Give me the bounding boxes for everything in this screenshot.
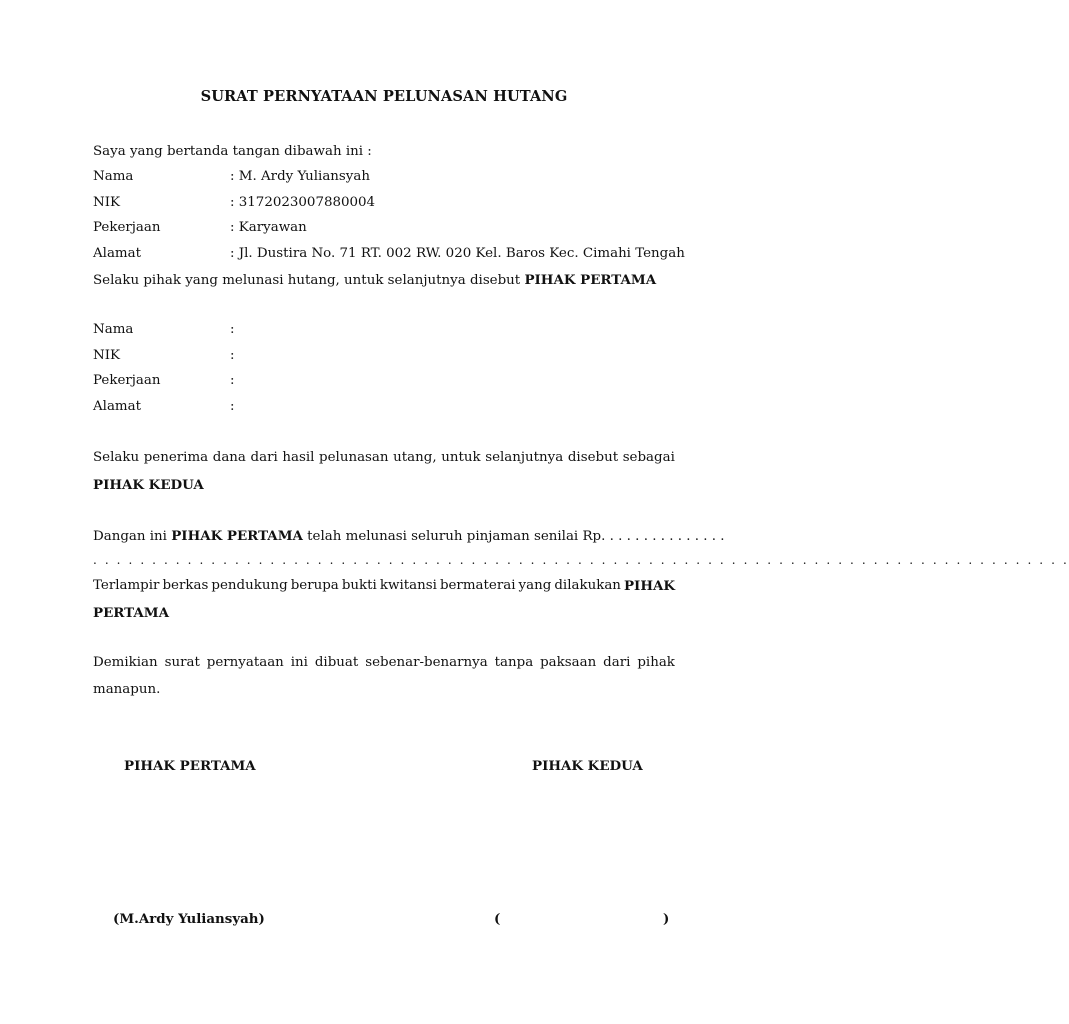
party1-nik-value: : 3172023007880004	[230, 195, 376, 210]
party2-role-word: selanjutnya	[485, 450, 564, 465]
party1-nik-label: NIK	[93, 195, 121, 210]
party2-role-word: Selaku	[93, 450, 140, 465]
party1-address-label: Alamat	[93, 246, 141, 261]
attachment-word: bermaterai	[439, 578, 516, 593]
party1-role-name: PIHAK PERTAMA	[524, 272, 657, 288]
signature-left-name: (M.Ardy Yuliansyah)	[113, 911, 265, 927]
closing-line	[93, 655, 675, 670]
party2-nik-label: NIK	[93, 348, 121, 363]
intro-text: Saya yang bertanda tangan dibawah ini :	[93, 144, 372, 159]
party2-role-word: pelunasan	[319, 450, 389, 465]
signature-right-close-paren: )	[663, 911, 670, 927]
payment-prefix: Dangan ini	[93, 529, 172, 544]
payment-suffix: telah melunasi seluruh pinjaman senilai Rp. . . . . . . . . . . . . . .	[302, 529, 725, 544]
payment-party: PIHAK PERTAMA	[171, 528, 303, 544]
party2-job-label: Pekerjaan	[93, 373, 161, 388]
party2-address-label: Alamat	[93, 399, 141, 414]
closing-word: tanpa	[494, 655, 534, 670]
party1-role-text: Selaku pihak yang melunasi hutang, untuk selanjutnya disebut	[93, 273, 525, 288]
party2-role-word: sebagai	[622, 450, 675, 465]
payment-amount-blank: . . . . . . . . . . . . . . . . . . . . . . . . . . . . . . . . . . . . . . . . . . . . . . . . . . . . . . . . . . . . . . . . . . . . . . . . . . . . . . . . . . .	[93, 553, 1069, 567]
attachment-line	[93, 578, 675, 594]
closing-word: surat	[164, 655, 200, 670]
party2-role-word: hasil	[282, 450, 315, 465]
attachment-word: yang	[518, 578, 552, 593]
closing-second-line: manapun.	[93, 682, 161, 697]
party2-role-word: dana	[212, 450, 246, 465]
attachment-word: kwitansi	[379, 578, 437, 593]
party2-role-name: PIHAK KEDUA	[93, 477, 204, 493]
party1-job-label: Pekerjaan	[93, 220, 161, 235]
attachment-word: pendukung	[211, 578, 288, 593]
party2-role-word: untuk	[441, 450, 481, 465]
attachment-word: berupa	[290, 578, 339, 593]
party2-role-word: disebut	[567, 450, 619, 465]
party2-role-line	[93, 450, 675, 465]
attachment-party-first: PIHAK	[623, 578, 675, 594]
attachment-word: dilakukan	[554, 578, 621, 593]
closing-word: Demikian	[93, 655, 158, 670]
party1-name-value: : M. Ardy Yuliansyah	[230, 169, 370, 184]
closing-word: pernyataan	[206, 655, 284, 670]
closing-word: paksaan	[540, 655, 597, 670]
party2-address-value: :	[230, 399, 235, 414]
party2-nik-value: :	[230, 348, 235, 363]
party1-name-label: Nama	[93, 169, 134, 184]
party1-job-value: : Karyawan	[230, 220, 307, 235]
party2-role-word: penerima	[143, 450, 209, 465]
closing-word: ini	[290, 655, 308, 670]
party2-name-value: :	[230, 322, 235, 337]
closing-word: pihak	[637, 655, 675, 670]
closing-word: dibuat	[314, 655, 359, 670]
closing-word: sebenar-benarnya	[365, 655, 488, 670]
attachment-word: berkas	[162, 578, 209, 593]
attachment-word: Terlampir	[93, 578, 160, 593]
party2-role-word: utang,	[393, 450, 437, 465]
document-title: SURAT PERNYATAAN PELUNASAN HUTANG	[200, 88, 568, 105]
party2-name-label: Nama	[93, 322, 134, 337]
party2-role-word: dari	[250, 450, 278, 465]
party1-role	[93, 271, 656, 290]
attachment-word: bukti	[341, 578, 377, 593]
signature-left-heading: PIHAK PERTAMA	[124, 758, 256, 774]
party2-job-value: :	[230, 373, 235, 388]
payment-statement	[93, 527, 725, 546]
signature-right-open-paren: (	[494, 911, 501, 927]
signature-right-heading: PIHAK KEDUA	[532, 758, 643, 774]
attachment-party-second: PERTAMA	[93, 605, 170, 621]
closing-word: dari	[603, 655, 631, 670]
party1-address-value: : Jl. Dustira No. 71 RT. 002 RW. 020 Kel. Baros Kec. Cimahi Tengah	[230, 246, 685, 261]
